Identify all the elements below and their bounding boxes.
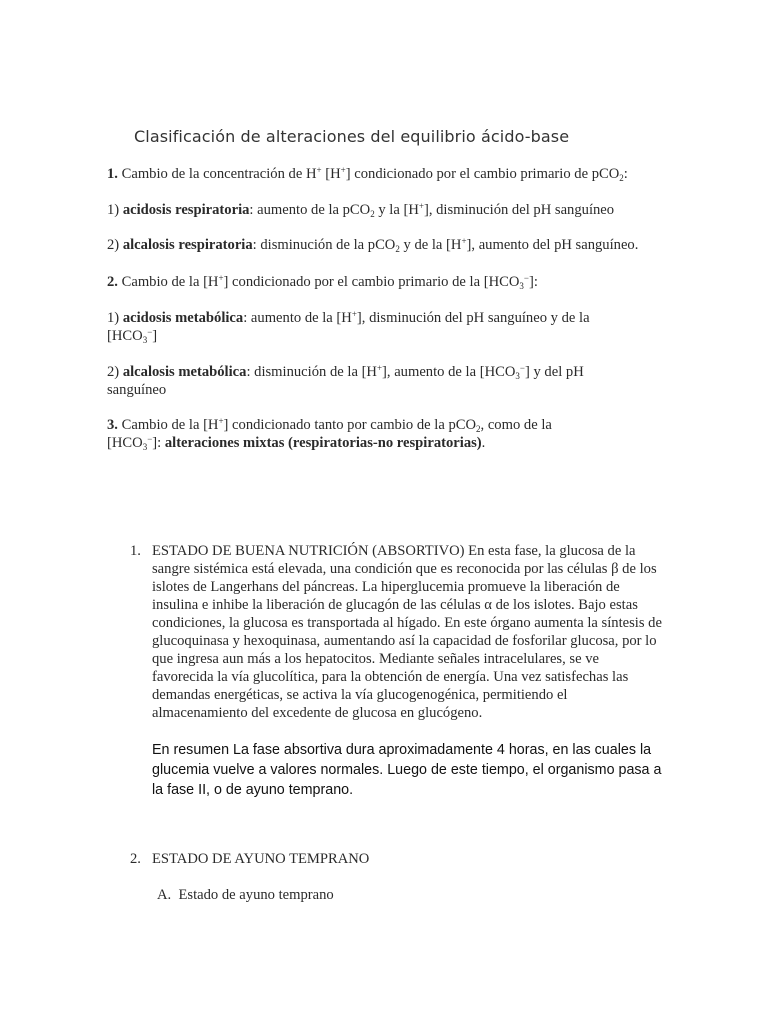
section-2-paragraph: 2. Cambio de la [H+] condicionado por el cambio primario de la $[HCO_3^-]$: bbox=[107, 273, 538, 291]
term: alcalosis respiratoria bbox=[122, 237, 253, 253]
section-3-paragraph: 3. Cambio de la [H+] condicionado tanto por cambio de la pCO$_2$, como de la $[HCO_3^-]$: alteraciones mixtas (respiratorias-no respiratorias). bbox=[107, 416, 552, 452]
sub-list-label: A. bbox=[157, 887, 172, 903]
sub-list-text: Estado de ayuno temprano bbox=[178, 887, 334, 903]
list-item-2-number: 2. bbox=[130, 851, 141, 867]
section-1-paragraph: 1. Cambio de la concentración de H+ [H+] condicionado por el cambio primario de pCO$_2$: bbox=[107, 165, 628, 183]
section-number: 1. bbox=[107, 166, 118, 182]
item-respiratory-acidosis: 1) acidosis respiratoria: aumento de la pCO$_2$ y la [H+], disminución del pH sanguíneo bbox=[107, 201, 615, 219]
section-number: 3. bbox=[107, 417, 118, 433]
document-heading: Clasificación de alteraciones del equilibrio ácido-base bbox=[134, 127, 570, 146]
list-item-1-number: 1. bbox=[130, 543, 141, 559]
item-metabolic-acidosis: 1) acidosis metabólica: aumento de la [H+], disminución del pH sanguíneo y de la $[HCO_3^-]$ bbox=[107, 309, 590, 345]
sub-list-item-a bbox=[157, 886, 334, 904]
summary-paragraph: En resumen La fase absortiva dura aproximadamente 4 horas, en las cuales la glucemia vuelve a valores normales. Luego de este tiempo, el organismo pasa a la fase II, o de ayuno temprano. bbox=[152, 742, 662, 798]
term: acidosis respiratoria bbox=[122, 202, 250, 218]
item-metabolic-alkalosis: 2) alcalosis metabólica: disminución de la [H+], aumento de la $[HCO_3^-]$ y del pH sanguíneo bbox=[107, 363, 584, 398]
item-respiratory-alkalosis: 2) alcalosis respiratoria: disminución de la pCO$_2$ y de la [H+], aumento del pH sanguíneo. bbox=[107, 236, 639, 254]
term: acidosis metabólica bbox=[122, 310, 244, 326]
section-number: 2. bbox=[107, 274, 118, 290]
list-item-2-text: ESTADO DE AYUNO TEMPRANO bbox=[152, 851, 370, 867]
list-item-1-text: ESTADO DE BUENA NUTRICIÓN (ABSORTIVO) En esta fase, la glucosa de la sangre sistémica está elevada, una condición que es reconocida por las células β de los islotes de Langerhans del páncreas. La hiperglucemia promueve la liberación de insulina e inhibe la liberación de glucagón de las células α de los islotes. Bajo estas condiciones, la glucosa es transportada al hígado. En este órgano aumenta la síntesis de glucoquinasa y hexoquinasa, aumentando así la capacidad de fosforilar glucosa, por lo que ingresa aun más a los hepatocitos. Mediante señales intracelulares, se ve favorecida la vía glucolítica, para la obtención de energía. Una vez satisfechas las demandas energéticas, se activa la vía glucogenogénica, permitiendo el almacenamiento del excedente de glucosa en glucógeno. bbox=[152, 543, 662, 721]
term: alcalosis metabólica bbox=[122, 364, 247, 380]
